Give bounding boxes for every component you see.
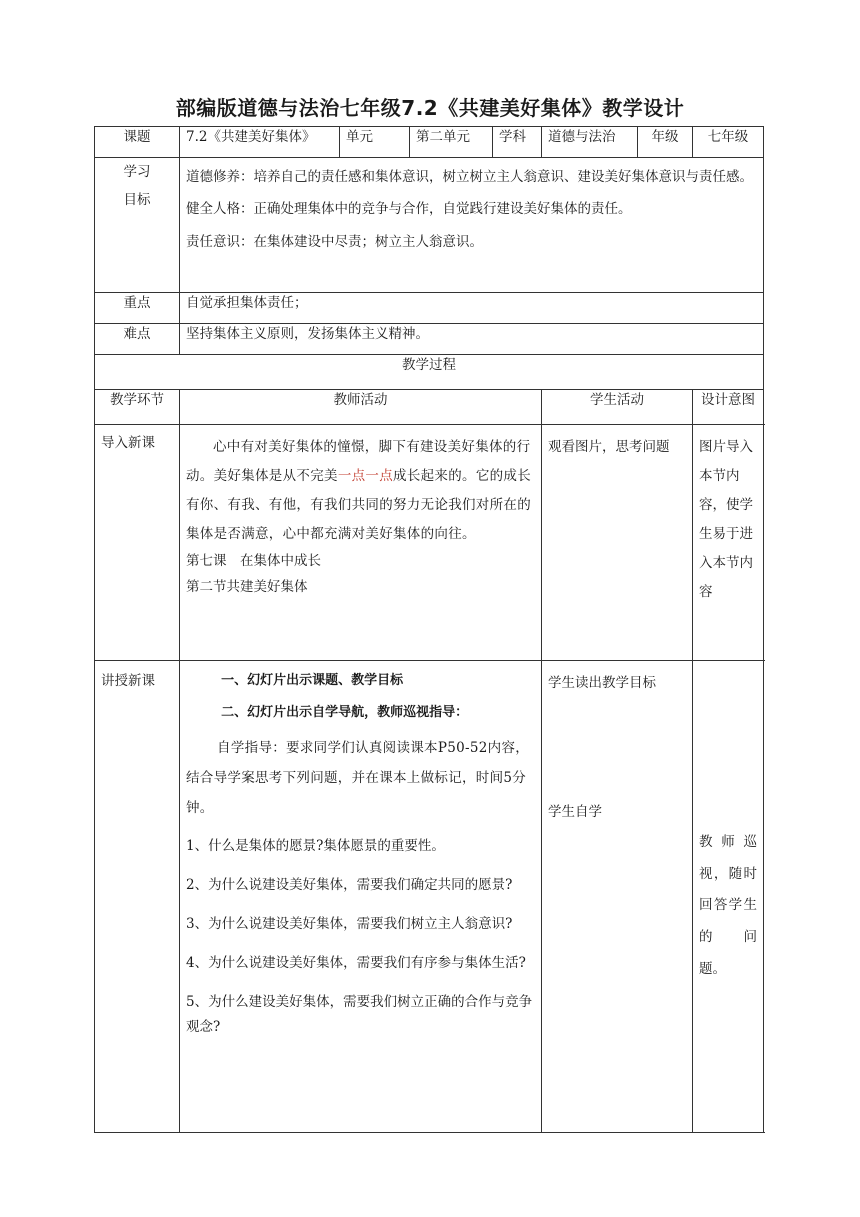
student-self-study: 学生自学	[548, 804, 602, 821]
intro-text-b: 成长起来的。它的成长有你、有我、有他，有我们共同的努力无论我们对所在的集体是否满意，心中都充满对美好集体的向往。	[186, 468, 532, 543]
goals-label	[95, 158, 180, 293]
topic-value: 7.2《共建美好集体》	[180, 127, 340, 158]
new-lesson-row	[95, 661, 764, 1133]
subject-label: 学科	[493, 127, 542, 158]
question-item: 1、什么是集体的愿景?集体愿景的重要性。	[186, 837, 445, 854]
new-lesson-design-intent	[693, 661, 764, 1133]
key-point-value: 自觉承担集体责任；	[180, 293, 764, 324]
goals-label-line2: 目标	[123, 192, 151, 209]
question-item: 5、为什么建设美好集体，需要我们树立正确的合作与竞争观念?	[186, 993, 533, 1035]
question-item: 4、为什么说建设美好集体，需要我们有序参与集体生活?	[186, 954, 526, 971]
stage-header: 教学环节	[95, 390, 180, 425]
intro-design-intent	[693, 425, 764, 661]
process-title: 教学过程	[95, 355, 764, 390]
student-read-goals: 学生读出教学目标	[548, 675, 656, 691]
intro-student-activity	[542, 425, 693, 661]
intro-row	[95, 425, 764, 661]
document-title: 部编版道德与法治七年级7.2《共建美好集体》教学设计	[175, 96, 685, 120]
new-lesson-student-activity	[542, 661, 693, 1133]
new-lesson-stage: 讲授新课	[95, 661, 180, 1133]
process-title-row	[95, 355, 764, 390]
goals-label-line1: 学习	[123, 164, 151, 180]
intro-text-a: 心中有对美好集体的憧憬，脚下有建设美好集体的行动。美好集体是从不完美	[186, 439, 531, 485]
unit-label: 单元	[340, 127, 410, 158]
difficulty-value: 坚持集体主义原则，发扬集体主义精神。	[180, 324, 764, 355]
grade-value: 七年级	[693, 127, 764, 158]
goal-item: 责任意识：在集体建设中尽责；树立主人翁意识。	[186, 233, 483, 250]
intent-line: 教师巡视，随时	[699, 834, 757, 882]
intro-stage: 导入新课	[95, 425, 180, 661]
intent-header: 设计意图	[693, 390, 764, 425]
subject-value: 道德与法治	[542, 127, 638, 158]
lesson-plan-table	[94, 126, 764, 1133]
intent-line: 回答学生的问	[699, 897, 757, 946]
teacher-header: 教师活动	[180, 390, 542, 425]
unit-value: 第二单元	[410, 127, 493, 158]
lesson-name: 第七课 在集体中成长	[186, 553, 321, 570]
key-point-label: 重点	[95, 293, 180, 324]
key-point-row	[95, 293, 764, 324]
intro-student-text: 观看图片，思考问题	[548, 439, 670, 455]
goal-item: 健全人格：正确处理集体中的竞争与合作，自觉践行建设美好集体的责任。	[186, 201, 632, 218]
goal-item: 道德修养：培养自己的责任感和集体意识，树立树立主人翁意识、建设美好集体意识与责任感。	[186, 169, 753, 185]
grade-label: 年级	[638, 127, 693, 158]
intro-teacher-activity	[180, 425, 542, 661]
intro-text-highlight: 一点一点	[337, 468, 394, 485]
student-header: 学生活动	[542, 390, 693, 425]
section-name: 第二节共建美好集体	[186, 578, 308, 595]
goals-row	[95, 158, 764, 293]
intro-intent-text: 图片导入本节内容，使学生易于进入本节内容	[699, 439, 753, 601]
process-header-row	[95, 390, 764, 425]
new-lesson-teacher-activity	[180, 661, 542, 1133]
topic-label: 课题	[95, 127, 180, 158]
difficulty-label: 难点	[95, 324, 180, 355]
self-study-guide: 自学指导：要求同学们认真阅读课本P50-52内容，结合导学案思考下列问题，并在课本上做标记，时间5分钟。	[186, 739, 530, 817]
step-one: 一、幻灯片出示课题、教学目标	[221, 673, 404, 688]
goals-content	[180, 158, 764, 293]
step-two: 二、幻灯片出示自学导航，教师巡视指导：	[221, 704, 469, 720]
difficulty-row	[95, 324, 764, 355]
header-row	[95, 127, 764, 158]
intent-line: 题。	[699, 960, 726, 977]
intro-paragraph	[186, 433, 535, 549]
question-item: 3、为什么说建设美好集体，需要我们树立主人翁意识?	[186, 915, 513, 932]
question-item: 2、为什么说建设美好集体，需要我们确定共同的愿景?	[186, 876, 513, 893]
